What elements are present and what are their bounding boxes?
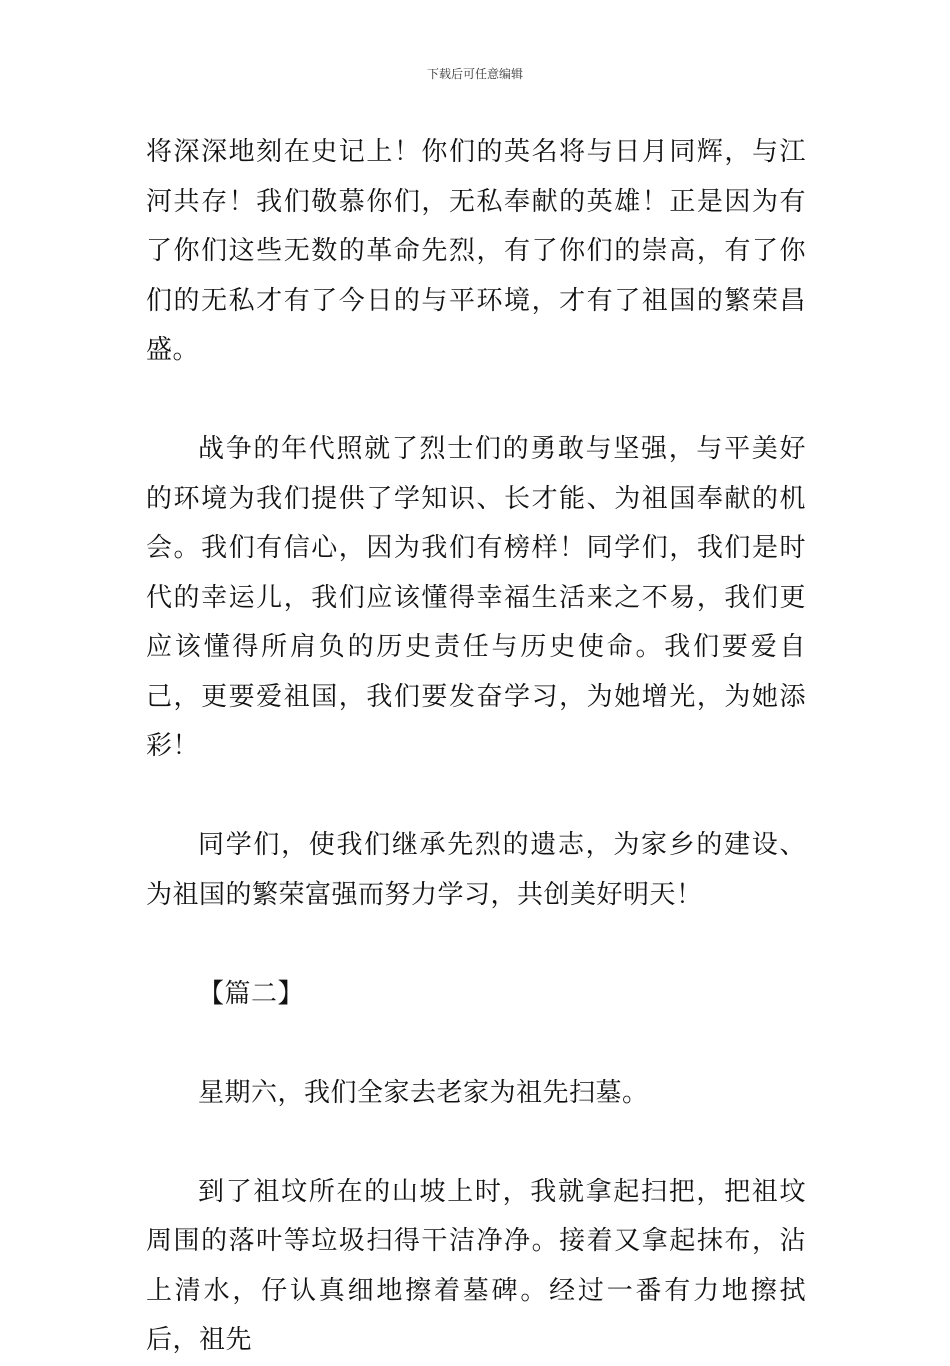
paragraph-spacer [146, 376, 806, 426]
paragraph-spacer [146, 772, 806, 822]
paragraph-1: 将深深地刻在史记上！你们的英名将与日月同辉，与江河共存！我们敬慕你们，无私奉献的英雄！正是因为有了你们这些无数的革命先烈，有了你们的崇高，有了你们的无私才有了今日的与平环境，才有了祖国的繁荣昌盛。 [146, 137, 806, 365]
paragraph-3: 同学们，使我们继承先烈的遗志，为家乡的建设、为祖国的繁荣富强而努力学习，共创美好明天！ [146, 830, 806, 910]
section-heading: 【篇二】 [198, 978, 305, 1009]
document-body [146, 128, 806, 1366]
paragraph-2: 战争的年代照就了烈士们的勇敢与坚强，与平美好的环境为我们提供了学知识、长才能、为祖国奉献的机会。我们有信心，因为我们有榜样！同学们，我们是时代的幸运儿，我们应该懂得幸福生活来之不易，我们更应该懂得所肩负的历史责任与历史使命。我们要爱自己，更要爱祖国，我们要发奋学习，为她增光，为她添彩！ [146, 434, 806, 761]
paragraph-5: 到了祖坟所在的山坡上时，我就拿起扫把，把祖坟周围的落叶等垃圾扫得干洁净净。接着又拿起抹布，沾上清水，仔认真细地擦着墓碑。经过一番有力地擦拭后，祖先 [146, 1176, 806, 1355]
page-header: 下载后可任意编辑 [426, 67, 523, 81]
paragraph-spacer [146, 1118, 806, 1168]
paragraph-4: 星期六，我们全家去老家为祖先扫墓。 [198, 1077, 649, 1108]
paragraph-spacer [146, 1019, 806, 1069]
paragraph-spacer [146, 920, 806, 970]
